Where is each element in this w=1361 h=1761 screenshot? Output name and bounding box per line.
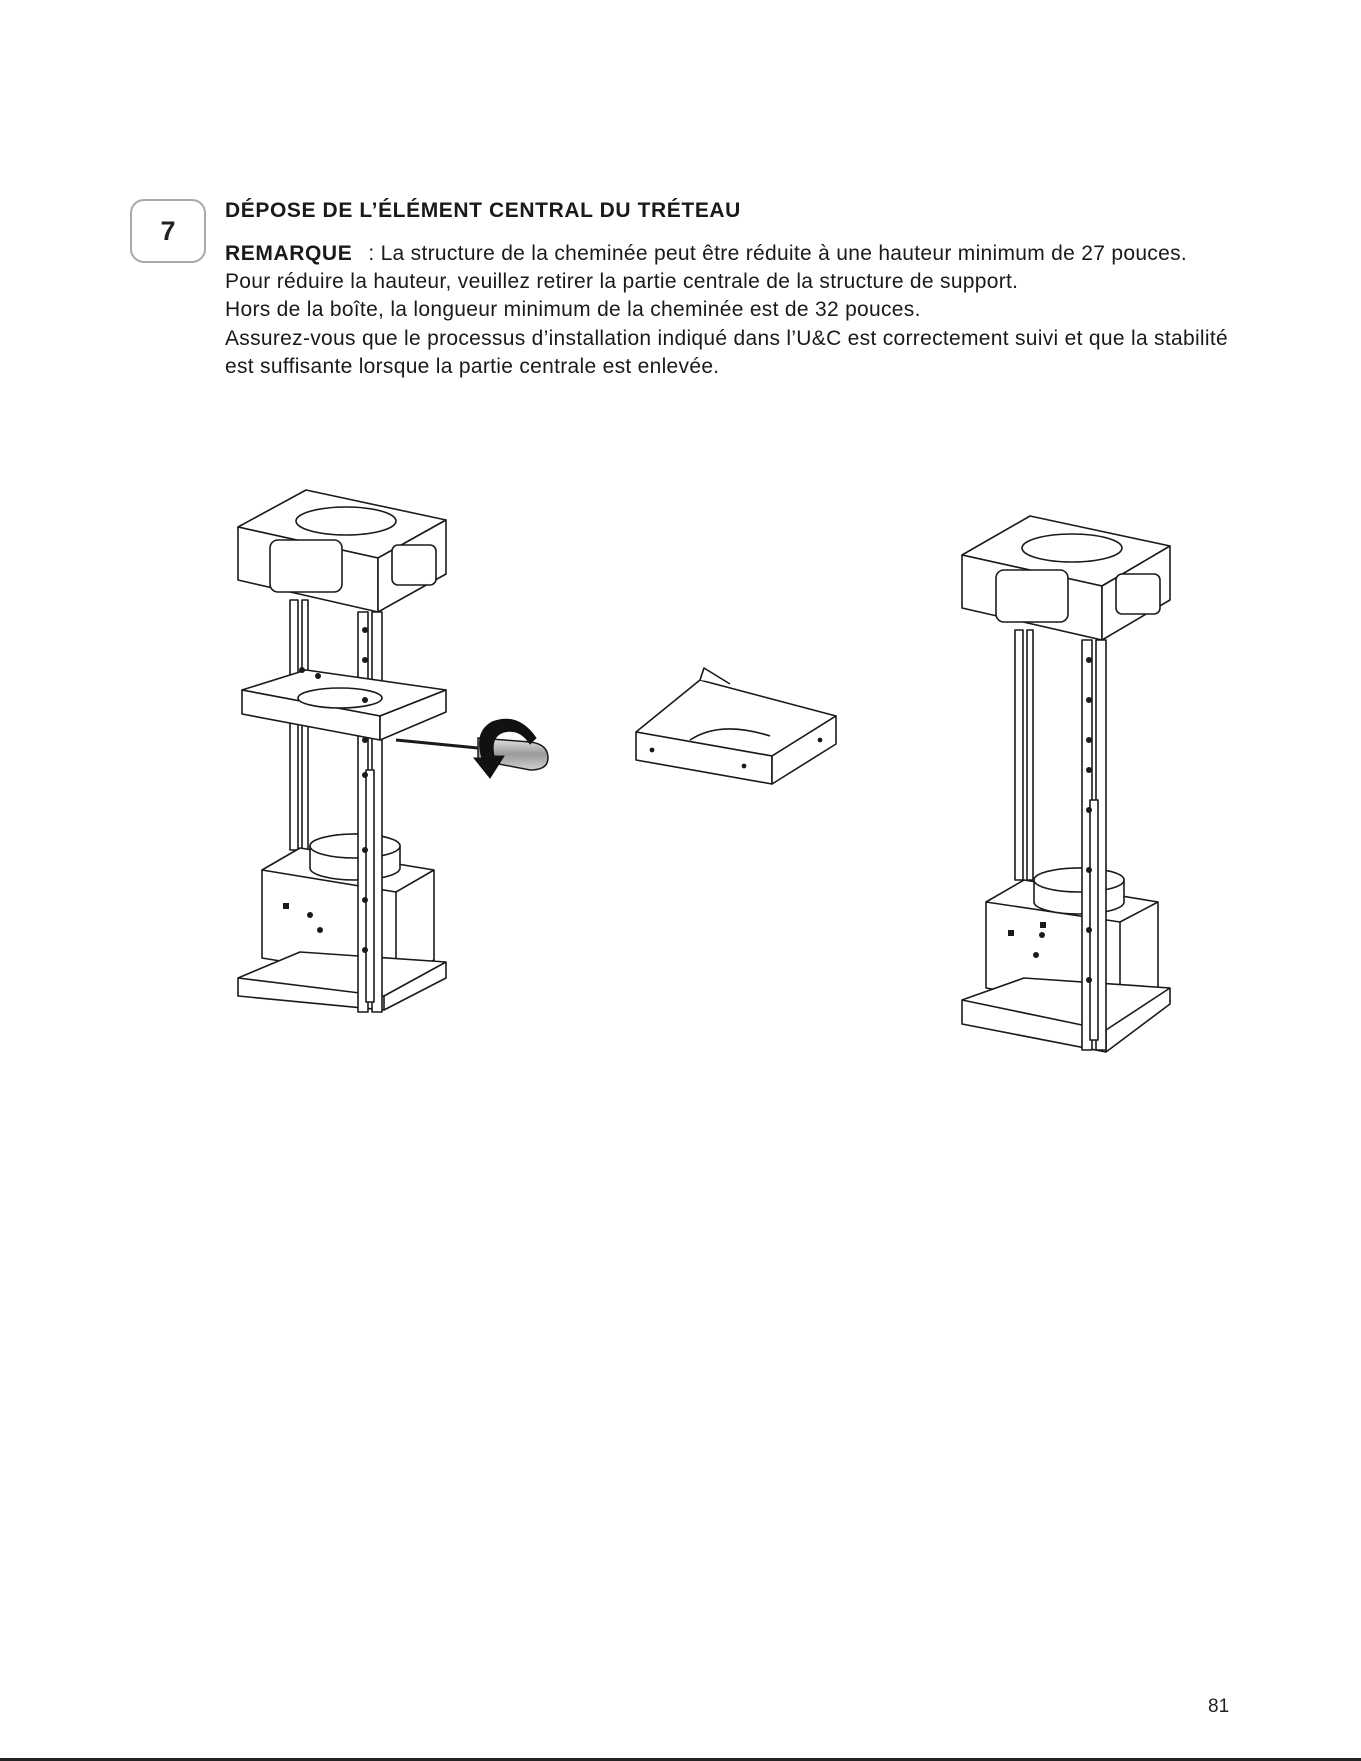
removed-center-tray	[636, 668, 836, 784]
screwdriver-icon	[396, 738, 548, 770]
min-length-line: Hors de la boîte, la longueur minimum de la cheminée est de 32 pouces.	[225, 298, 921, 322]
chimney-frame-with-center-tray	[238, 490, 446, 1012]
note-text: : La structure de la cheminée peut être réduite à une hauteur minimum de 27 pouces. Pour réduire la hauteur, veuillez retirer la partie centrale de la structure de support.	[225, 242, 1188, 294]
stability-line: Assurez-vous que le processus d’installation indiqué dans l’U&C est correctement suivi et que la stabilité est suffisante lorsque la partie centrale est enlevée.	[225, 326, 1228, 378]
note-label: REMARQUE	[225, 242, 353, 265]
chimney-frame-reduced	[962, 516, 1170, 1052]
step-number-badge: 7	[130, 199, 206, 263]
section-title: DÉPOSE DE L’ÉLÉMENT CENTRAL DU TRÉTEAU	[225, 199, 741, 222]
page-number: 81	[1208, 1696, 1230, 1717]
